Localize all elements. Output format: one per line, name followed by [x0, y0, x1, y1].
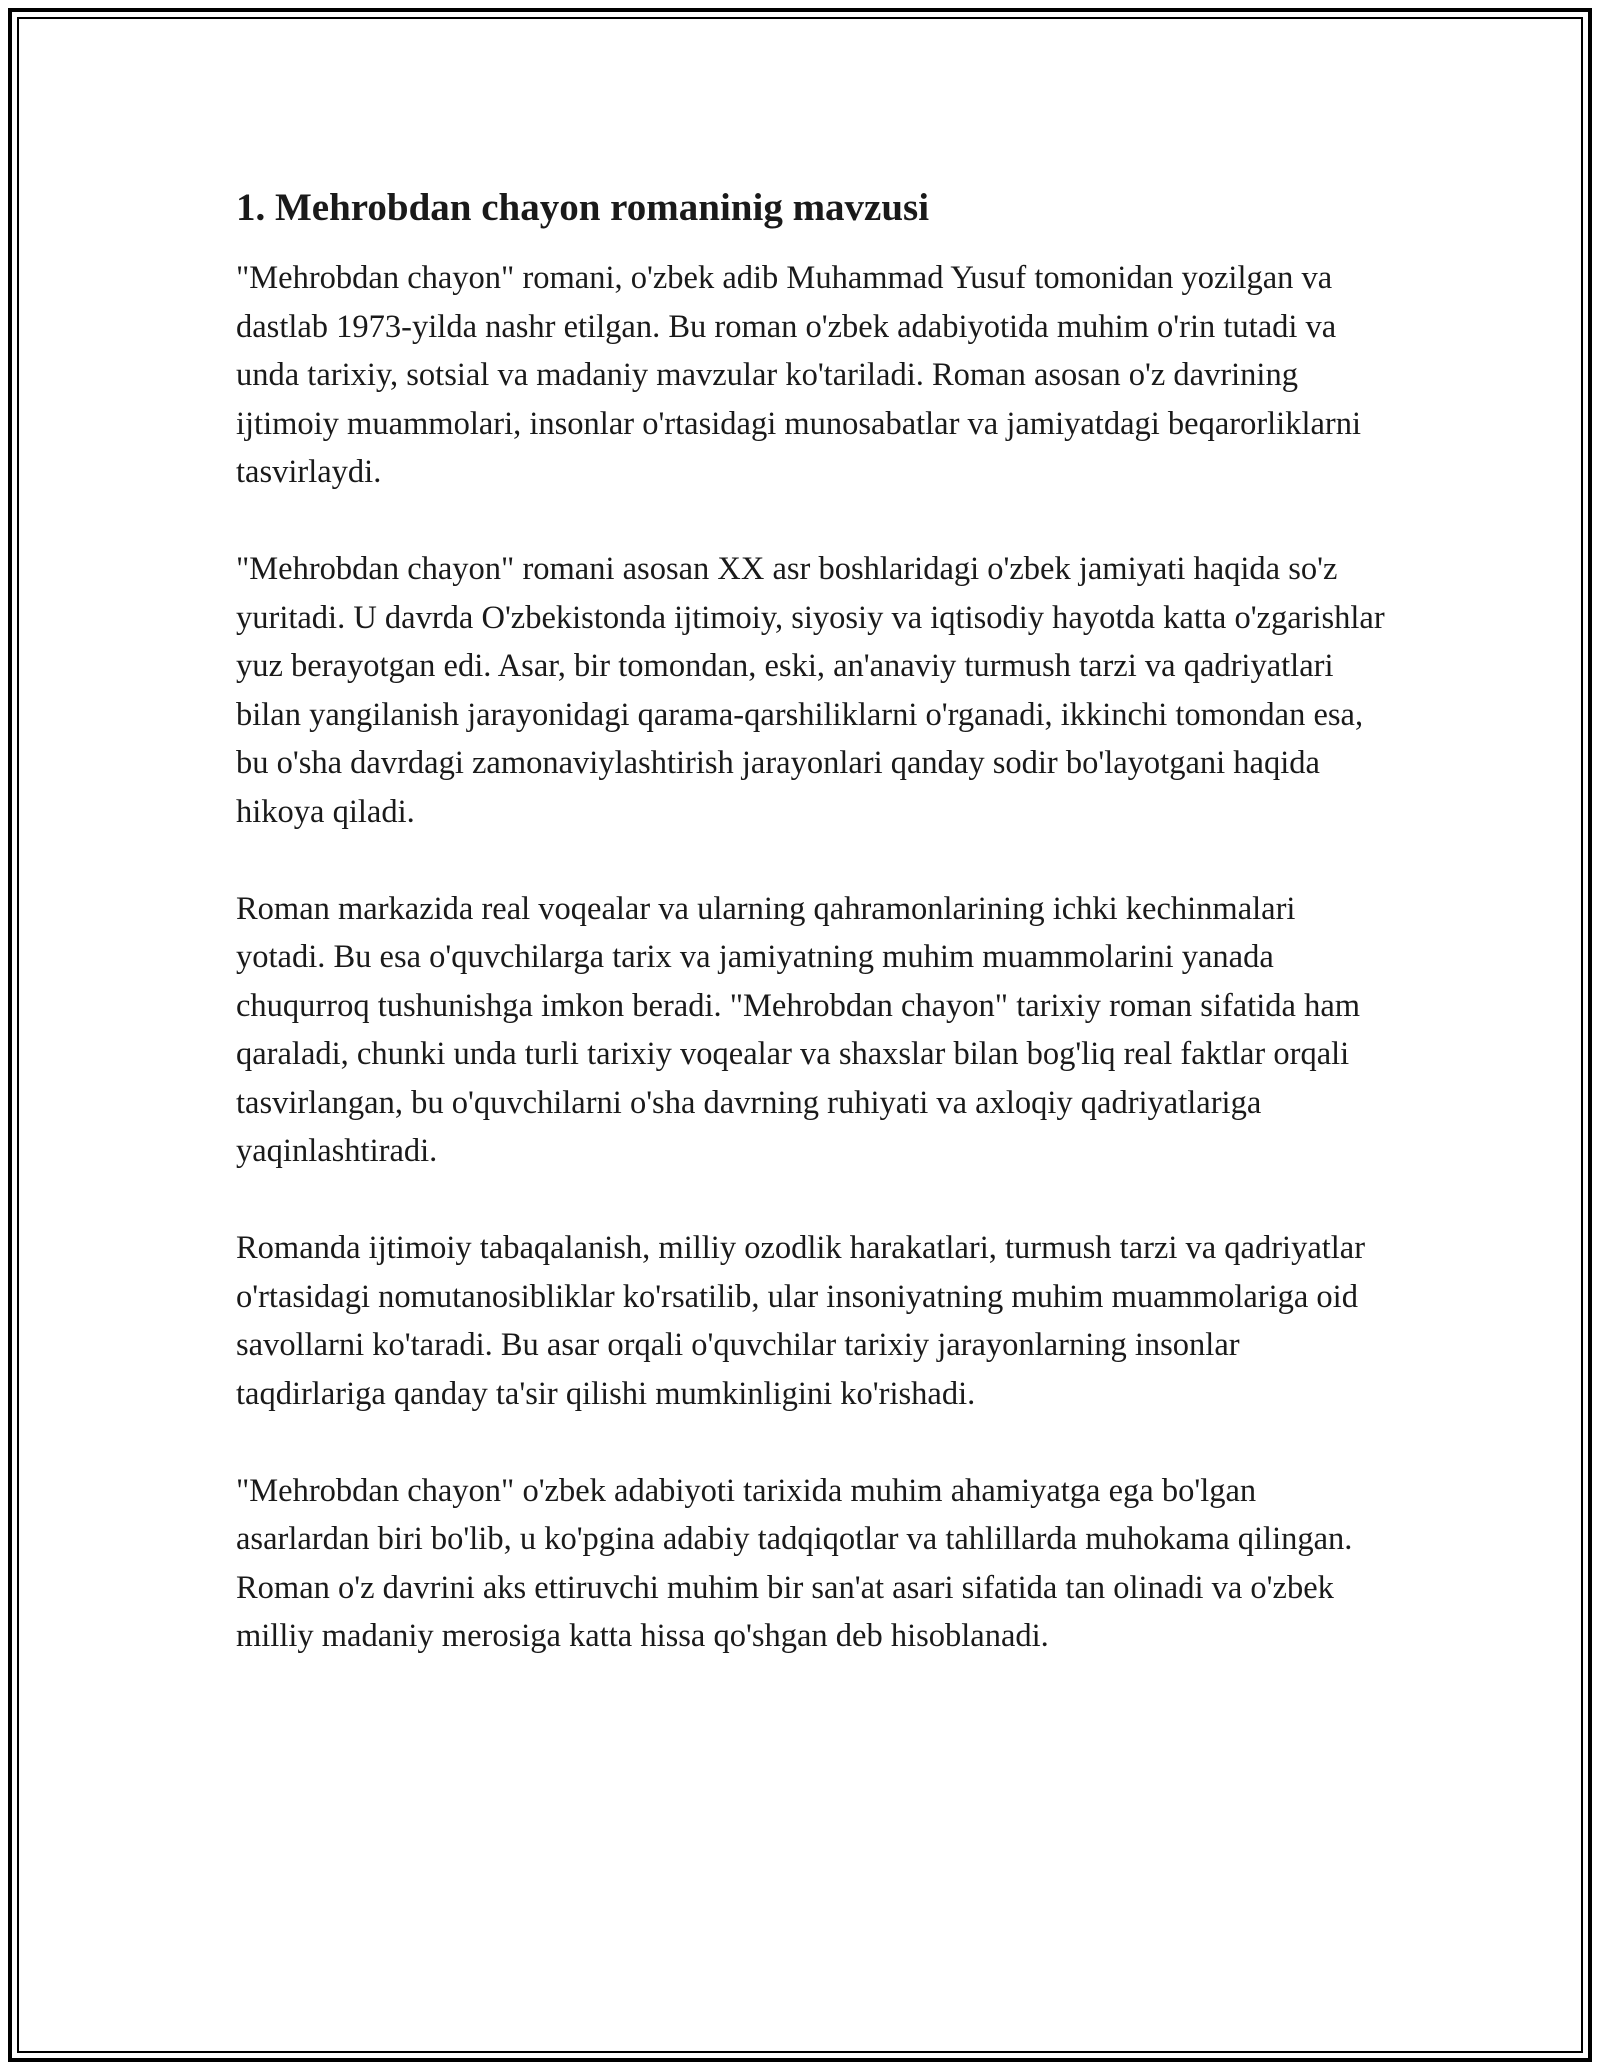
paragraph-3: Roman markazida real voqealar va ularning qahramonlarining ichki kechinmalari yotadi. Bu esa o'quvchilarga tarix va jamiyatning muhim muammolarini yanada chuqurroq tushunishga imkon beradi. "Mehrobdan chayon" tarixiy roman sifatida ham qaraladi, chunki unda turli tarixiy voqealar va shaxslar bilan bog'liq real faktlar orqali tasvirlangan, bu o'quvchilarni o'sha davrning ruhiyati va axloqiy qadriyatlariga yaqinlashtiradi.: [236, 890, 1361, 1169]
paragraph-5: "Mehrobdan chayon" o'zbek adabiyoti tarixida muhim ahamiyatga ega bo'lgan asarlardan biri bo'lib, u ko'pgina adabiy tadqiqotlar va tahlillarda muhokama qilingan. Roman o'z davrini aks ettiruvchi muhim bir san'at asari sifatida tan olinadi va o'zbek milliy madaniy merosiga katta hissa qo'shgan deb hisoblanadi.: [236, 1472, 1353, 1654]
section-heading: 1. Mehrobdan chayon romaninig mavzusi: [236, 186, 930, 229]
paragraph-2: "Mehrobdan chayon" romani asosan XX asr boshlaridagi o'zbek jamiyati haqida so'z yuritadi. U davrda O'zbekistonda ijtimoiy, siyosiy va iqtisodiy hayotda katta o'zgarishlar yuz berayotgan edi. Asar, bir tomondan, eski, an'anaviy turmush tarzi va qadriyatlari bilan yangilanish jarayonidagi qarama-qarshiliklarni o'rganadi, ikkinchi tomondan esa, bu o'sha davrdagi zamonaviylashtirish jarayonlari qanday sodir bo'layotgani haqida hikoya qiladi.: [236, 551, 1385, 830]
document-body: [236, 186, 1386, 1709]
paragraph-1: "Mehrobdan chayon" romani, o'zbek adib Muhammad Yusuf tomonidan yozilgan va dastlab 1973-yilda nashr etilgan. Bu roman o'zbek adabiyotida muhim o'rin tutadi va unda tarixiy, sotsial va madaniy mavzular ko'tariladi. Roman asosan o'z davrining ijtimoiy muammolari, insonlar o'rtasidagi munosabatlar va jamiyatdagi beqarorliklarni tasvirlaydi.: [236, 260, 1362, 490]
paragraph-4: Romanda ijtimoiy tabaqalanish, milliy ozodlik harakatlari, turmush tarzi va qadriyatlar o'rtasidagi nomutanosibliklar ko'rsatilib, ular insoniyatning muhim muammolariga oid savollarni ko'taradi. Bu asar orqali o'quvchilar tarixiy jarayonlarning insonlar taqdirlariga qanday ta'sir qilishi mumkinligini ko'rishadi.: [236, 1230, 1366, 1412]
